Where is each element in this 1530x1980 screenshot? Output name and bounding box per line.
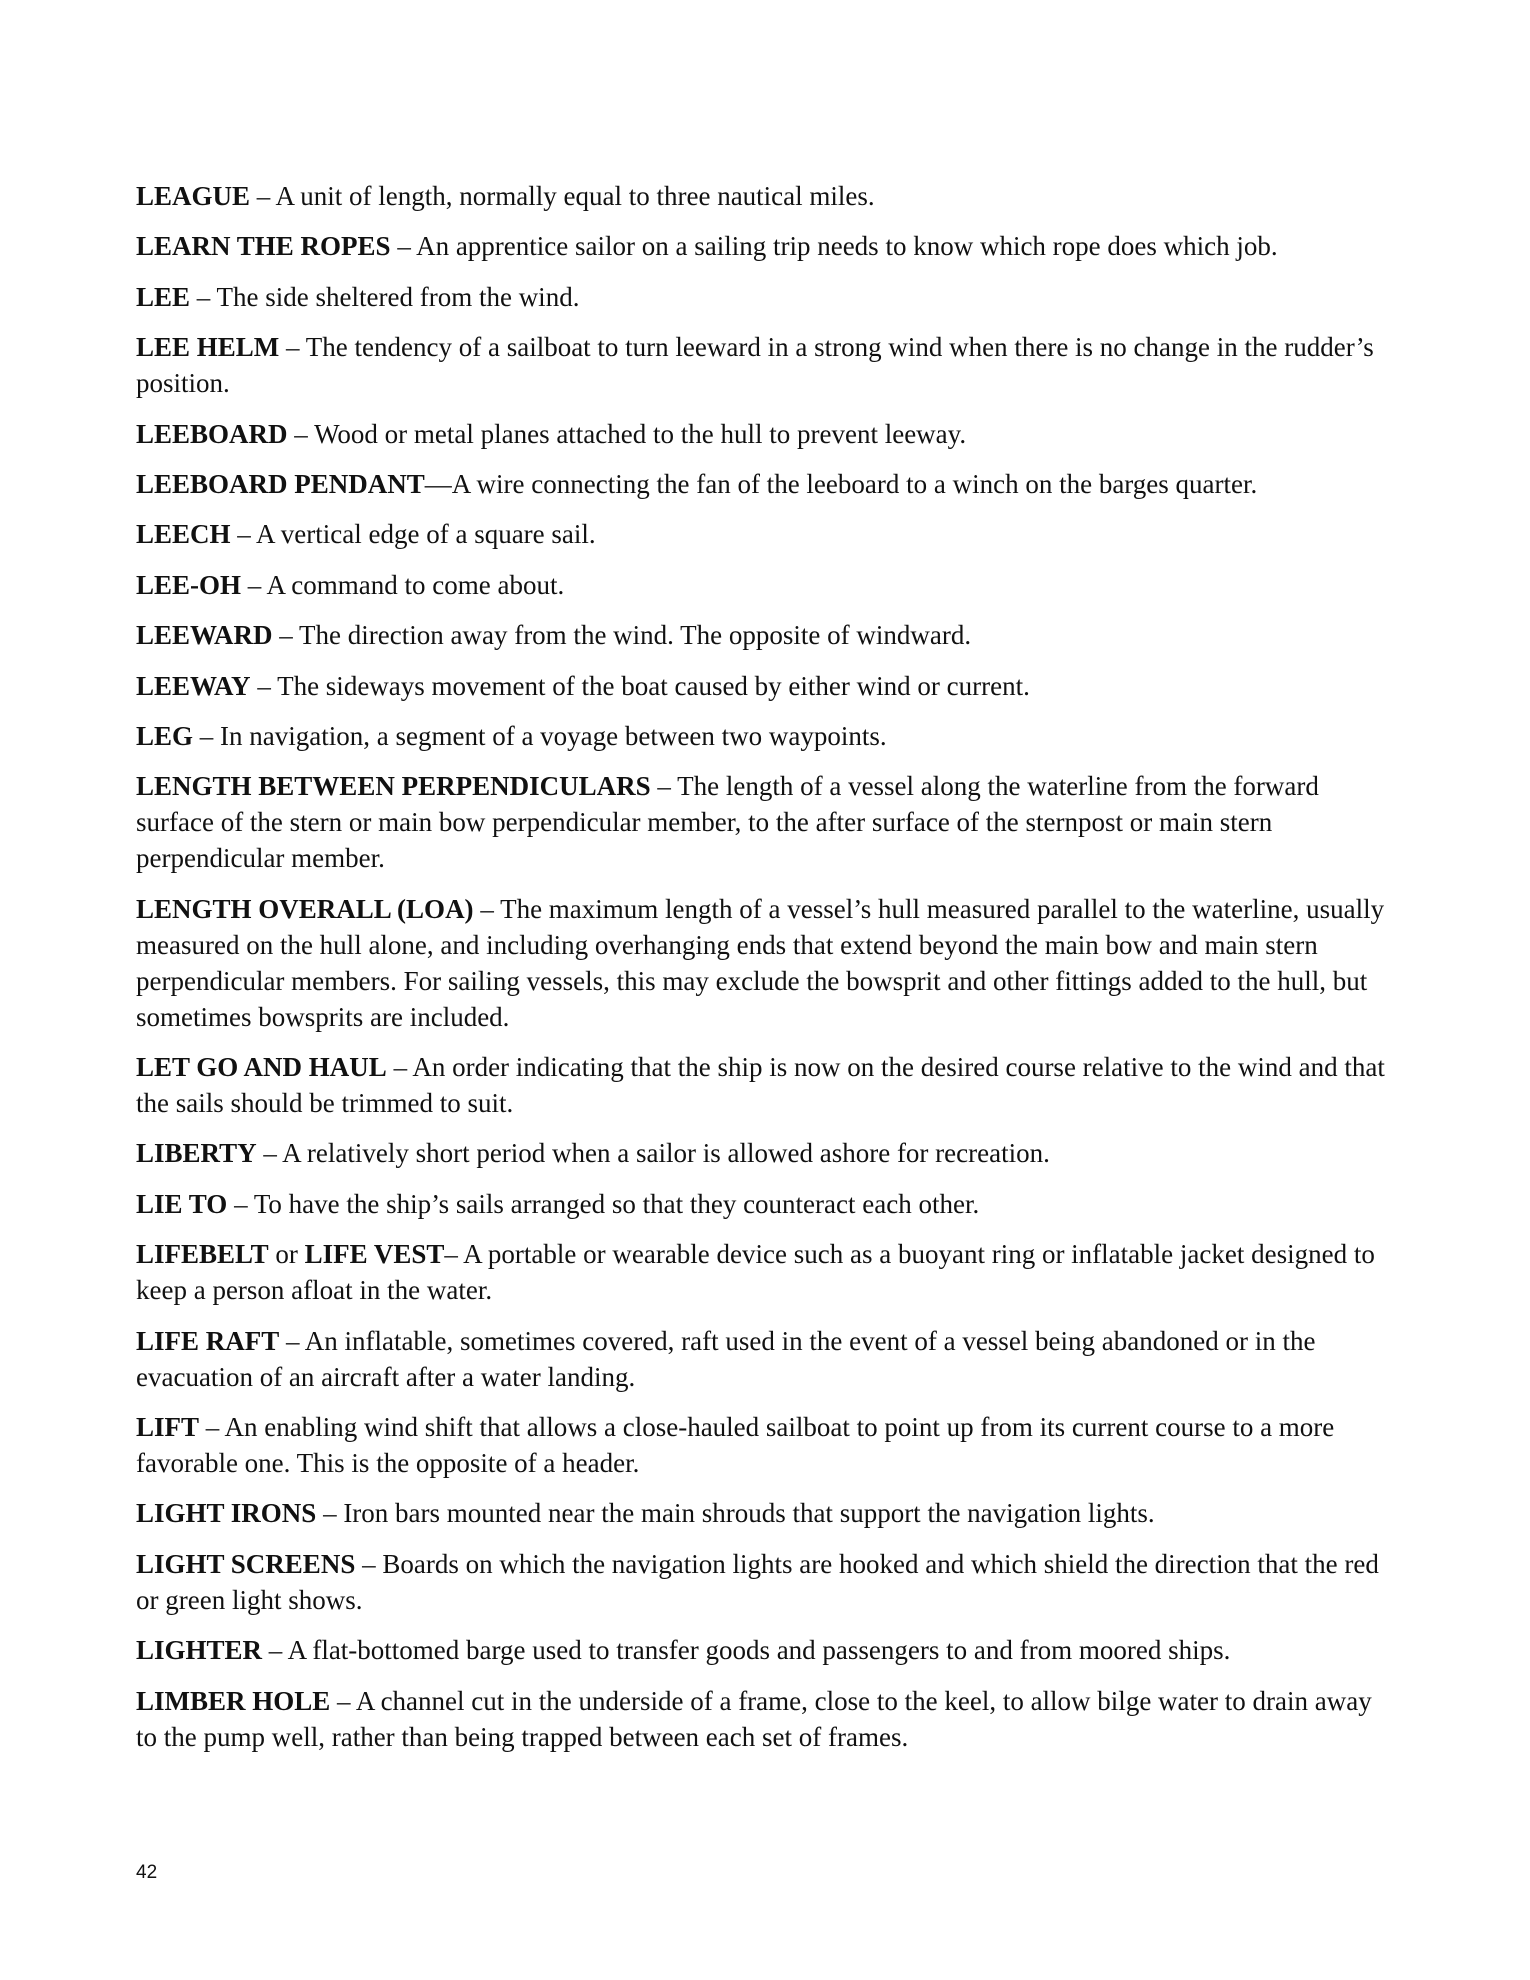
entry-term: LIFT	[136, 1412, 200, 1443]
entry-term: LEE HELM	[136, 332, 280, 363]
entry-term: LIGHT IRONS	[136, 1498, 317, 1529]
entry-definition: Boards on which the navigation lights are hooked and which shield the direction that the red or green light shows.	[136, 1548, 1379, 1615]
entry-separator: –	[193, 720, 221, 751]
glossary-entry-leech	[136, 516, 1392, 552]
entry-definition: Wood or metal planes attached to the hull to prevent leeway.	[314, 418, 967, 449]
entry-separator: –	[262, 1635, 288, 1666]
glossary-entry-let-go-and-haul	[136, 1049, 1392, 1121]
entry-separator: –	[473, 893, 501, 924]
entry-term: LEEBOARD	[136, 418, 288, 449]
glossary-entry-life-raft	[136, 1323, 1392, 1395]
entry-term: LIGHTER	[136, 1635, 263, 1666]
entry-definition: A vertical edge of a square sail.	[256, 519, 596, 550]
entry-separator: –	[650, 771, 678, 802]
entry-separator: –	[250, 670, 278, 701]
entry-term: LIGHT SCREENS	[136, 1548, 356, 1579]
entry-definition: An order indicating that the ship is now on the desired course relative to the wind and that the sails should be trimmed to suit.	[136, 1052, 1385, 1119]
entry-separator: –	[230, 519, 257, 550]
entry-definition: A channel cut in the underside of a frame, close to the keel, to allow bilge water to drain away to the pump well, rather than being trapped between each set of frames.	[136, 1685, 1372, 1752]
glossary-list	[136, 178, 1392, 1769]
entry-term: LEECH	[136, 519, 231, 550]
glossary-entry-lifebelt-or-life-vest	[136, 1236, 1392, 1308]
entry-term: LEG	[136, 720, 194, 751]
entry-definition: An apprentice sailor on a sailing trip needs to know which rope does which job.	[416, 231, 1278, 262]
entry-definition: A command to come about.	[266, 569, 565, 600]
glossary-entry-lee	[136, 279, 1392, 315]
entry-term: LEE-OH	[136, 569, 242, 600]
entry-term-alternate: LIFE VEST	[304, 1239, 445, 1270]
entry-separator: –	[330, 1685, 356, 1716]
entry-definition: A unit of length, normally equal to three nautical miles.	[275, 181, 875, 211]
entry-separator: –	[241, 569, 267, 600]
entry-separator: –	[287, 418, 315, 449]
glossary-entry-league	[136, 178, 1392, 214]
entry-separator: –	[316, 1498, 344, 1529]
entry-definition: An enabling wind shift that allows a close-hauled sailboat to point up from its current course to a more favorable one. This is the opposite of a header.	[136, 1412, 1335, 1479]
glossary-entry-light-irons	[136, 1495, 1392, 1531]
glossary-entry-lighter	[136, 1632, 1392, 1668]
entry-definition: A relatively short period when a sailor is allowed ashore for recreation.	[282, 1138, 1050, 1169]
entry-definition: The direction away from the wind. The opposite of windward.	[299, 620, 972, 651]
entry-separator: –	[279, 1325, 305, 1356]
glossary-entry-leeward	[136, 617, 1392, 653]
glossary-entry-length-overall	[136, 891, 1392, 1035]
entry-term: LENGTH OVERALL (LOA)	[136, 893, 474, 924]
entry-separator: –	[199, 1412, 225, 1443]
entry-definition: In navigation, a segment of a voyage between two waypoints.	[220, 720, 887, 751]
glossary-entry-limber-hole	[136, 1683, 1392, 1755]
glossary-entry-lie-to	[136, 1186, 1392, 1222]
entry-term: LIMBER HOLE	[136, 1685, 331, 1716]
entry-separator: –	[256, 1138, 283, 1169]
entry-separator: –	[190, 281, 217, 312]
entry-definition: A portable or wearable device such as a buoyant ring or inflatable jacket designed to keep a person afloat in the water.	[136, 1239, 1375, 1306]
glossary-entry-leeboard-pendant	[136, 466, 1392, 502]
entry-separator: –	[272, 620, 300, 651]
glossary-entry-leg	[136, 718, 1392, 754]
entry-term: LEE	[136, 281, 191, 312]
entry-separator: –	[390, 231, 417, 262]
glossary-entry-lift	[136, 1409, 1392, 1481]
page-number: 42	[136, 1862, 158, 1883]
entry-term: LEEWAY	[136, 670, 251, 701]
entry-joiner: or	[268, 1239, 305, 1270]
glossary-entry-lee-helm	[136, 329, 1392, 401]
entry-term: LIE TO	[136, 1188, 228, 1219]
entry-definition: To have the ship’s sails arranged so that they counteract each other.	[253, 1188, 980, 1219]
entry-term: LEAGUE	[136, 181, 251, 211]
glossary-entry-light-screens	[136, 1546, 1392, 1618]
entry-separator: –	[444, 1239, 464, 1270]
entry-term: LIBERTY	[136, 1138, 257, 1169]
glossary-entry-length-between-perpendiculars	[136, 768, 1392, 876]
entry-definition: The tendency of a sailboat to turn leeward in a strong wind when there is no change in the rudder’s position.	[136, 332, 1374, 399]
entry-definition: The maximum length of a vessel’s hull measured parallel to the waterline, usually measured on the hull alone, and including overhanging ends that extend beyond the main bow and main stern perpendicular members. For sailing vessels, this may exclude the bowsprit and other fittings added to the hull, but sometimes bowsprits are included.	[136, 893, 1385, 1032]
entry-term: LEEWARD	[136, 620, 273, 651]
entry-separator: –	[279, 332, 306, 363]
entry-term: LIFE RAFT	[136, 1325, 280, 1356]
glossary-entry-leeway	[136, 668, 1392, 704]
entry-definition: Iron bars mounted near the main shrouds that support the navigation lights.	[343, 1498, 1155, 1529]
entry-separator: –	[227, 1188, 254, 1219]
glossary-entry-lee-oh	[136, 567, 1392, 603]
entry-definition: A flat-bottomed barge used to transfer goods and passengers to and from moored ships.	[287, 1635, 1231, 1666]
entry-term: LENGTH BETWEEN PERPENDICULARS	[136, 771, 651, 802]
entry-separator: –	[250, 181, 276, 211]
entry-term: LET GO AND HAUL	[136, 1052, 387, 1083]
entry-definition: A wire connecting the fan of the leeboard to a winch on the barges quarter.	[451, 468, 1258, 499]
entry-separator: —	[424, 468, 452, 499]
entry-term: LEARN THE ROPES	[136, 231, 391, 262]
glossary-entry-liberty	[136, 1135, 1392, 1171]
glossary-entry-learn-the-ropes	[136, 228, 1392, 264]
entry-separator: –	[386, 1052, 413, 1083]
entry-definition: The length of a vessel along the waterline from the forward surface of the stern or main bow perpendicular member, to the after surface of the sternpost or main stern perpendicular member.	[136, 771, 1319, 874]
entry-separator: –	[355, 1548, 383, 1579]
entry-term: LIFEBELT	[136, 1239, 269, 1270]
entry-definition: The sideways movement of the boat caused by either wind or current.	[277, 670, 1030, 701]
glossary-entry-leeboard	[136, 416, 1392, 452]
entry-definition: An inflatable, sometimes covered, raft used in the event of a vessel being abandoned or in the evacuation of an aircraft after a water landing.	[136, 1325, 1316, 1392]
entry-term: LEEBOARD PENDANT	[136, 468, 425, 499]
entry-definition: The side sheltered from the wind.	[216, 281, 580, 312]
